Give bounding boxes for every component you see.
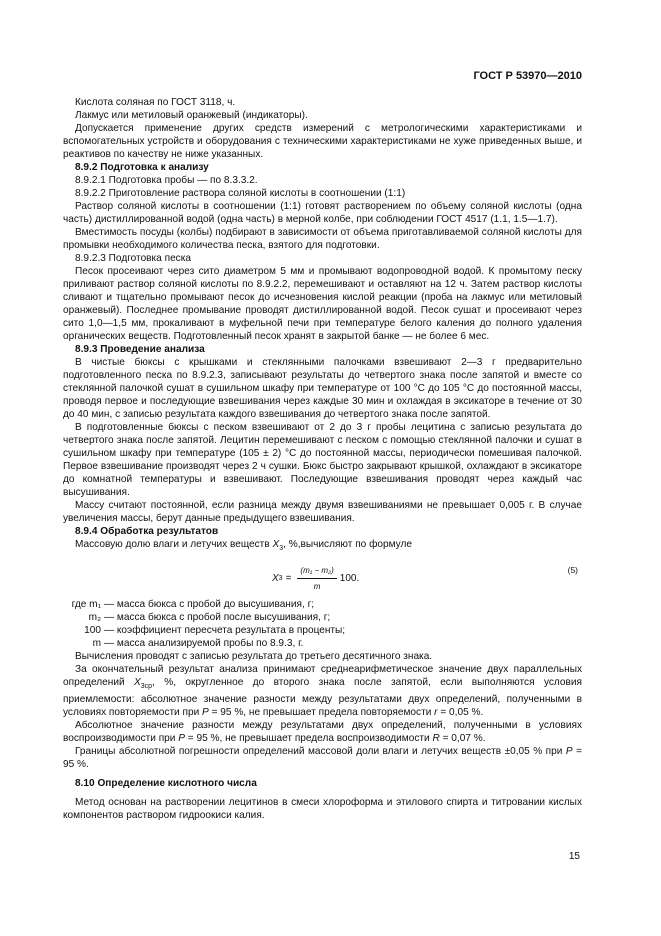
definition-item: m — масса анализируемой пробы по 8.9.3, г. bbox=[92, 638, 304, 650]
paragraph: Метод основан на растворении лецитинов в смеси хлороформа и этилового спирта и титровании кислых компонентов раствором гидроокиси калия. bbox=[63, 797, 582, 822]
section-heading-8-9-3: 8.9.3 Проведение анализа bbox=[75, 344, 205, 355]
section-heading-8-9-4: 8.9.4 Обработка результатов bbox=[75, 526, 219, 537]
formula-block bbox=[63, 558, 582, 596]
definition-item: 100 — коэффициент пересчета результата в проценты; bbox=[84, 625, 346, 637]
paragraph: Вычисления проводят с записью результата до третьего десятичного знака. bbox=[75, 651, 433, 663]
paragraph: Границы абсолютной погрешности определений массовой доли влаги и летучих веществ ±0,05 % при P = 95 %. bbox=[63, 746, 582, 771]
paragraph: Песок просеивают через сито диаметром 5 мм и промывают водопроводной водой. К промытому песку приливают раствор соляной кислоты по 8.9.2.2, перемешивают и оставляют на 12 ч. Затем раствор кислоты сливают и тщательно промывают песок до исчезновения кислой реакции (проба на лакмус или метиловый оранжевый). Последнее промывание проводят дистиллированной водой. Песок сушат и просеивают через сито 1,0—1,5 мм, прокаливают в муфельной печи при температуре белого каления до полного удаления органических веществ. Подготовленный песок хранят в закрытой банке — не более 6 мес. bbox=[63, 266, 582, 342]
definition-item: m₂ — масса бюкса с пробой после высушивания, г; bbox=[88, 612, 331, 624]
definition-item: где m₁ — масса бюкса с пробой до высушивания, г; bbox=[71, 599, 315, 611]
paragraph-formula-intro: Массовую долю влаги и летучих веществ $X_3$, %,вычисляют по формуле bbox=[75, 539, 413, 553]
formula-5: X 3 = $\frac{\text{(m₁ − m₂)}}{m}$ 100. bbox=[272, 566, 360, 592]
page-number: 15 bbox=[568, 851, 580, 862]
paragraph: В чистые бюксы с крышками и стеклянными палочками взвешивают 2—3 г предварительно подготовленного песка по 8.9.2.3, записывают результаты до четвертого знака после запятой и вместе со стеклянной палочкой сушат в сушильном шкафу при температуре от 100 °С до 105 °С до постоянной массы, проводя первое и последующие взвешивания через каждые 30 мин и охлаждая в эксикаторе в течение от 30 до 40 мин, с записью результата каждого взвешивания до четвертого знака после запятой. bbox=[63, 357, 582, 420]
formula-definitions bbox=[55, 598, 582, 650]
paragraph: В подготовленные бюксы с песком взвешивают от 2 до 3 г пробы лецитина с записью результата до четвертого знака после запятой. Лецитин перемешивают с песком с помощью стеклянной палочки и сушат в сушильном шкафу при температуре (105 ± 2) °С до постоянной массы, периодически помешивая палочкой. Первое взвешивание производят через 2 ч сушки. Бюкс быстро закрывают крышкой, охлаждают в эксикаторе до комнатной температуры и взвешивают. Последующие взвешивания проводят через каждый час высушивания. bbox=[63, 422, 582, 498]
paragraph: Вместимость посуды (колбы) подбирают в зависимости от объема приготавливаемой соляной кислоты для промывки необходимого количества песка, взятого для подготовки. bbox=[63, 227, 582, 251]
section-heading-8-10: 8.10 Определение кислотного числа bbox=[75, 778, 257, 790]
paragraph: Абсолютное значение разности между результатами двух определений, полученными в условиях воспроизводимости при P = 95 %, не превышает предела воспроизводимости R = 0,07 %. bbox=[63, 720, 582, 745]
formula-number: (5) bbox=[567, 565, 578, 576]
paragraph: Допускается применение других средств измерений с метрологическими характеристиками и вспомогательных устройств и оборудования с техническими характеристиками не хуже приведенных выше, и реактивов по качеству не ниже указанных. bbox=[63, 123, 582, 160]
formula-fraction: $\frac{\text{(m₁ − m₂)}}{m}$ bbox=[297, 564, 336, 593]
paragraph: Массу считают постоянной, если разница между двумя взвешиваниями не превышает 0,005 г. В случае увеличения массы, берут данные предыдущего взвешивания. bbox=[63, 500, 582, 524]
section-heading-8-9-2: 8.9.2 Подготовка к анализу bbox=[75, 162, 209, 173]
paragraph: 8.9.2.3 Подготовка песка bbox=[75, 253, 191, 264]
document-body bbox=[63, 96, 582, 822]
paragraph: За окончательный результат анализа принимают среднеарифметическое значение двух параллельных определений $X_{3ср}$, %, округленное до второго знака после запятой, если выполняются условия приемлемости: абсолютное значение разности между результатами двух определений, полученными в условиях повторяемости при P = 95 %, не превышает предела повторяемости r = 0,05 %. bbox=[63, 664, 583, 719]
paragraph: 8.9.2.2 Приготовление раствора соляной кислоты в соотношении (1:1) bbox=[75, 188, 406, 199]
paragraph: Кислота соляная по ГОСТ 3118, ч. bbox=[75, 97, 236, 108]
paragraph: 8.9.2.1 Подготовка пробы — по 8.3.3.2. bbox=[75, 175, 258, 186]
paragraph: Раствор соляной кислоты в соотношении (1:1) готовят растворением по объему соляной кислоты (одна часть) дистиллированной водой (одна часть) в мерной колбе, при соблюдении ГОСТ 4517 (1.1, 1.5—1.7). bbox=[63, 201, 582, 225]
document-header: ГОСТ Р 53970—2010 bbox=[473, 70, 582, 82]
paragraph: Лакмус или метиловый оранжевый (индикаторы). bbox=[75, 110, 308, 121]
